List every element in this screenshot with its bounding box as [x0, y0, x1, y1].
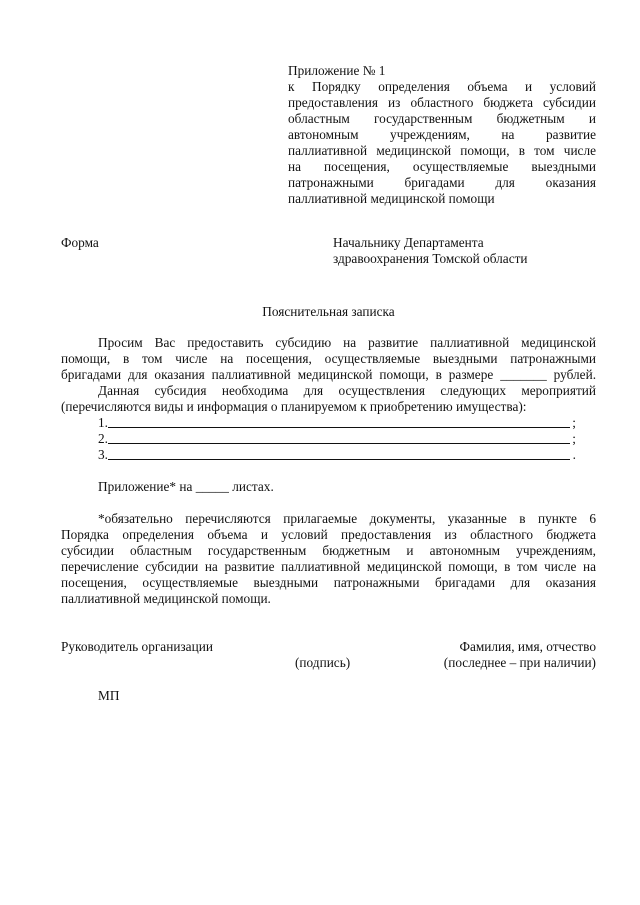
footnote-line: перечисление субсидии на развитие паллиативной медицинской помощи, в том числе на: [61, 559, 596, 574]
list-item[interactable]: [98, 431, 576, 447]
list-number: 2.: [98, 431, 108, 446]
footnote-line: *обязательно перечисляются прилагаемые документы, указанные в пункте 6: [98, 511, 596, 526]
attachment-line: автономным учреждениям, на развитие: [288, 127, 596, 142]
addressee-line: здравоохранения Томской области: [333, 251, 528, 266]
purpose-paragraph: [61, 383, 596, 415]
fio-hint: (последнее – при наличии): [443, 655, 596, 670]
request-line: помощи, в том числе на посещения, осуществляемые выездными патронажными: [61, 351, 596, 366]
fio-label: Фамилия, имя, отчество: [459, 639, 596, 654]
attachment-line: на посещения, осуществляемые выездными: [288, 159, 596, 174]
sign-hint: (подпись): [295, 655, 351, 670]
appendix-line: [98, 479, 274, 495]
form-label: Форма: [61, 235, 99, 250]
request-paragraph: [61, 335, 596, 383]
list-end: ;: [572, 415, 576, 430]
attachment-line: к Порядку определения объема и условий: [288, 79, 596, 94]
request-line: Просим Вас предоставить субсидию на развитие паллиативной медицинской: [98, 335, 596, 350]
addressee: [333, 235, 528, 267]
list-number: 1.: [98, 415, 108, 430]
addressee-line: Начальнику Департамента: [333, 235, 484, 250]
currency-label: рублей.: [553, 367, 596, 382]
list-item[interactable]: [98, 447, 576, 463]
doc-title: Пояснительная записка: [262, 304, 395, 319]
fill-line: [108, 443, 570, 444]
footnote-line: посещения, осуществляемые выездными патронажными бригадами для оказания: [61, 575, 596, 590]
activity-list: [98, 415, 576, 463]
attachment-line: предоставления из областного бюджета субсидии: [288, 95, 596, 110]
request-text: бригадами для оказания паллиативной медицинской помощи, в размере: [61, 367, 494, 382]
attachment-line: областным государственным бюджетным и: [288, 111, 596, 126]
purpose-line: (перечисляются виды и информация о планируемом к приобретению имущества):: [61, 399, 527, 414]
attachment-title: Приложение № 1: [288, 63, 386, 78]
sheets-blank[interactable]: _____: [195, 479, 229, 494]
request-line-amount: [61, 367, 596, 383]
footnote: [61, 511, 596, 607]
appendix-text: Приложение* на: [98, 479, 193, 494]
list-end: .: [572, 447, 576, 462]
attachment-header: [288, 63, 596, 207]
list-end: ;: [572, 431, 576, 446]
list-number: 3.: [98, 447, 108, 462]
list-item[interactable]: [98, 415, 576, 431]
attachment-line-last: паллиативной медицинской помощи: [288, 191, 495, 206]
attachment-line: паллиативной медицинской помощи, в том числе: [288, 143, 596, 158]
amount-blank[interactable]: _______: [500, 367, 547, 382]
stamp-label: МП: [98, 688, 120, 703]
footnote-line: субсидии областным государственным бюджетным и автономным учреждениям,: [61, 543, 596, 558]
appendix-text: листах.: [232, 479, 274, 494]
head-label: Руководитель организации: [61, 639, 213, 654]
purpose-line: Данная субсидия необходима для осуществления следующих мероприятий: [98, 383, 596, 398]
fill-line: [108, 427, 570, 428]
fill-line: [108, 459, 570, 460]
footnote-line-last: паллиативной медицинской помощи.: [61, 591, 271, 606]
footnote-line: Порядка определения объема и условий предоставления из областного бюджета: [61, 527, 596, 542]
attachment-line: патронажными бригадами для оказания: [288, 175, 596, 190]
